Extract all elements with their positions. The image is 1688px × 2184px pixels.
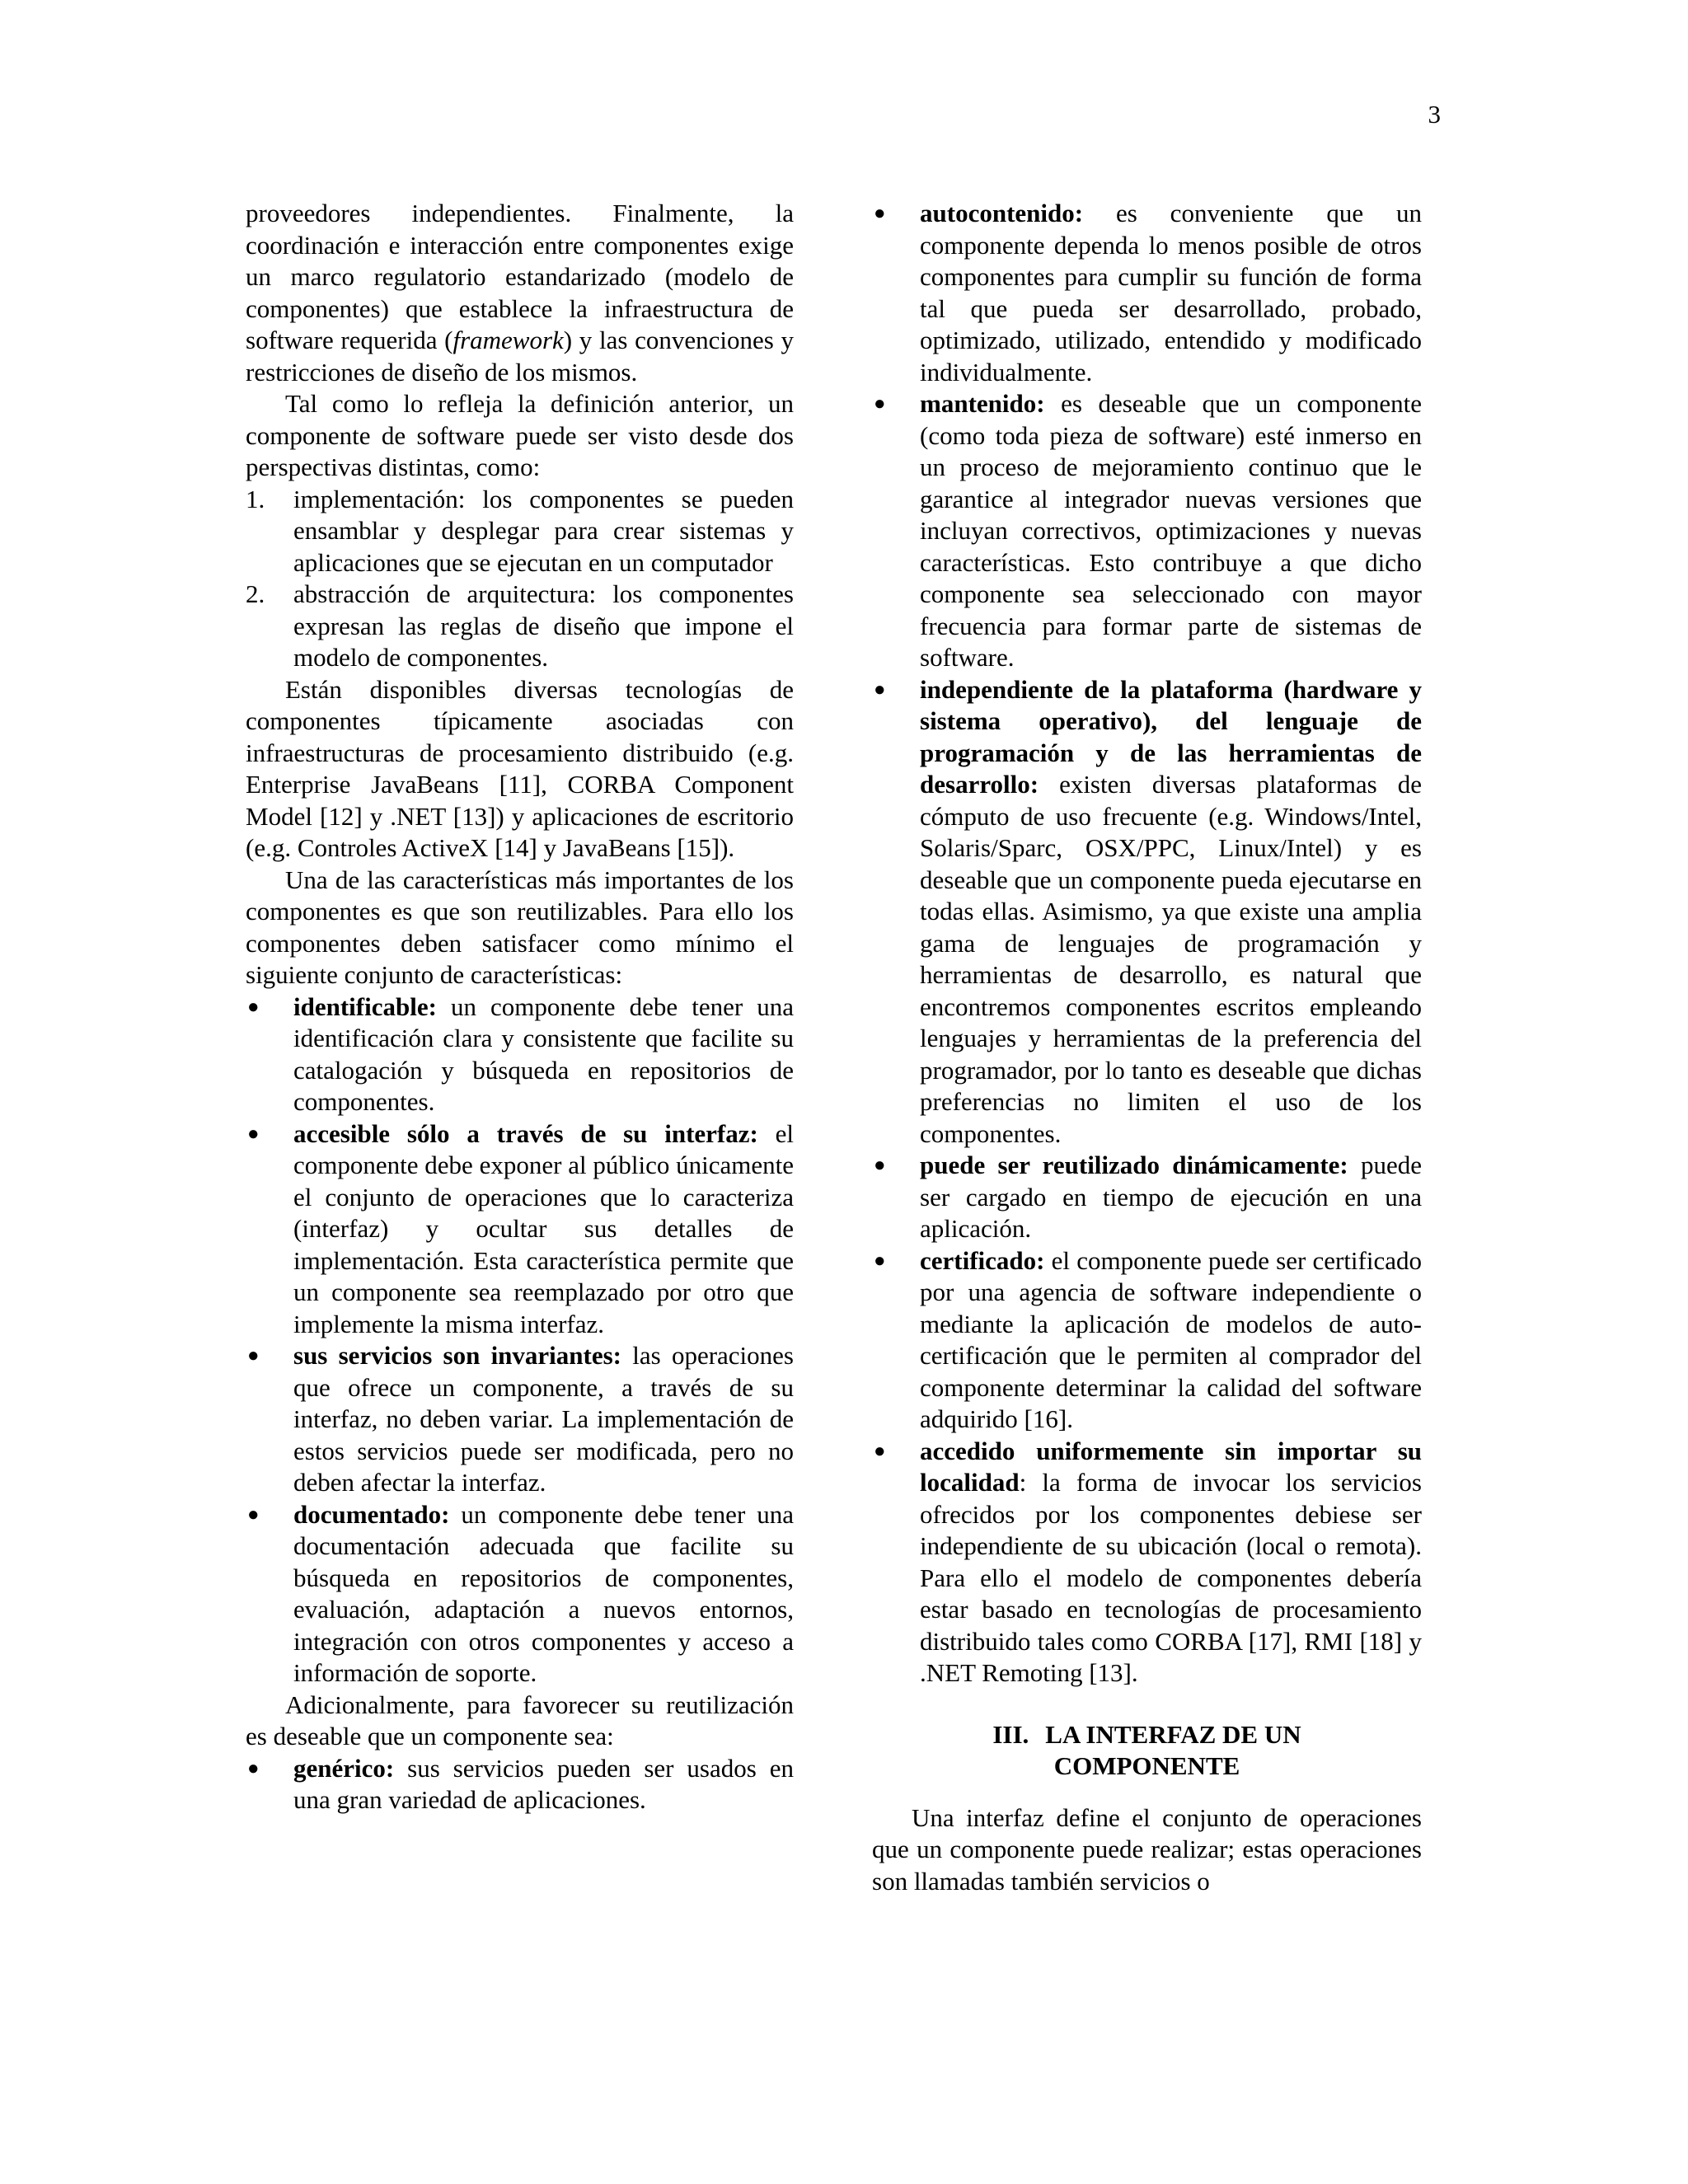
- bullet-icon: ●: [247, 1122, 260, 1145]
- list-item: 2. abstracción de arquitectura: los componentes expresan las reglas de diseño que impone el modelo de componentes.: [246, 579, 794, 672]
- list-item: ● mantenido: es deseable que un componente (como toda pieza de software) esté inmerso en un proceso de mejoramiento continuo que le garantice al integrador nuevas versiones que incluyan correctivos, optimizaciones y nuevas características. Esto contribuye a que dicho componente sea seleccionado con mayor frecuencia para formar parte de sistemas de software.: [874, 389, 1422, 672]
- page-number: 3: [1428, 100, 1441, 129]
- paragraph: Una interfaz define el conjunto de operaciones que un componente puede realizar; estas operaciones son llamadas también servicios o: [872, 1802, 1422, 1896]
- bullet-icon: ●: [874, 393, 886, 415]
- bullet-icon: ●: [874, 1155, 886, 1176]
- paragraph: Una de las características más importantes de los componentes es que son reutilizables. Para ello los componentes deben satisfacer como mínimo el siguiente conjunto de características:: [246, 865, 794, 989]
- bullet-icon: ●: [874, 203, 886, 224]
- bullet-icon: ●: [247, 1757, 260, 1779]
- section-number: III.: [992, 1719, 1029, 1749]
- bullet-icon: ●: [247, 1503, 260, 1526]
- list-number: 2.: [246, 579, 265, 608]
- bullet-icon: ●: [247, 996, 260, 1018]
- bullet-icon: ●: [874, 1249, 886, 1272]
- list-item: ● certificado: el componente puede ser certificado por una agencia de software independiente o mediante la aplicación de modelos de auto-certificación que le permiten al comprador del componente determinar la calidad del software adquirido [16].: [874, 1245, 1422, 1433]
- list-item: ● genérico: sus servicios pueden ser usados en una gran variedad de aplicaciones.: [247, 1753, 794, 1814]
- list-number: 1.: [246, 484, 265, 513]
- section-title-line1: LA INTERFAZ DE UN: [1045, 1719, 1301, 1749]
- bullet-list: [872, 198, 1422, 1690]
- list-item: ● sus servicios son invariantes: las operaciones que ofrece un componente, a través de su interfaz, no deben variar. La implementación de estos servicios puede ser modificada, pero no deben afectar la interfaz.: [247, 1341, 794, 1497]
- bullet-icon: ●: [247, 1345, 260, 1366]
- paragraph: Adicionalmente, para favorecer su reutilización es deseable que un componente sea:: [246, 1690, 794, 1750]
- list-item: ● accesible sólo a través de su interfaz: el componente debe exponer al público únicamente el conjunto de operaciones que lo caracteriza (interfaz) y ocultar sus detalles de implementación. Esta característica permite que un componente sea reemplazado por otro que implemente la misma interfaz.: [247, 1118, 794, 1338]
- paragraph: Están disponibles diversas tecnologías de componentes típicamente asociadas con infraestructuras de procesamiento distribuido (e.g. Enterprise JavaBeans [11], CORBA Component Model [12] y .NET [13]) y aplicaciones de escritorio (e.g. Controles ActiveX [14] y JavaBeans [15]).: [246, 674, 794, 862]
- section-heading: [872, 1719, 1422, 1783]
- paragraph: proveedores independientes. Finalmente, la coordinación e interacción entre componentes exige un marco regulatorio estandarizado (modelo de componentes) que establece la infraestructura de software requerida (framework) y las convenciones y restricciones de diseño de los mismos.: [246, 199, 794, 387]
- list-item: ● documentado: un componente debe tener una documentación adecuada que facilite su búsqueda en repositorios de componentes, evaluación, adaptación a nuevos entornos, integración con otros componentes y acceso a información de soporte.: [247, 1499, 794, 1687]
- numbered-list: [246, 484, 794, 674]
- bullet-list: [246, 991, 794, 1690]
- right-column: [872, 198, 1422, 1897]
- bullet-list: [246, 1753, 794, 1816]
- paragraph: Tal como lo refleja la definición anterior, un componente de software puede ser visto desde dos perspectivas distintas, como:: [246, 389, 794, 481]
- list-item: ● puede ser reutilizado dinámicamente: puede ser cargado en tiempo de ejecución en una aplicación.: [874, 1151, 1422, 1243]
- list-item: ● independiente de la plataforma (hardware y sistema operativo), del lenguaje de programación y de las herramientas de desarrollo: existen diversas plataformas de cómputo de uso frecuente (e.g. Windows/Intel, Solaris/Sparc, OSX/PPC, Linux/Intel) y es deseable que un componente pueda ejecutarse en todas ellas. Asimismo, ya que existe una amplia gama de lenguajes de programación y herramientas de desarrollo, es natural que encontremos componentes escritos empleando lenguajes y herramientas de la preferencia del programador, por lo tanto es deseable que dichas preferencias no limiten el uso de los componentes.: [874, 674, 1422, 1148]
- list-item: ● identificable: un componente debe tener una identificación clara y consistente que facilite su catalogación y búsqueda en repositorios de componentes.: [247, 991, 794, 1116]
- emphasis-framework: framework: [452, 326, 564, 354]
- bullet-icon: ●: [874, 678, 886, 701]
- list-item: 1. implementación: los componentes se pueden ensamblar y desplegar para crear sistemas y aplicaciones que se ejecutan en un computador: [246, 484, 794, 577]
- list-item: ● accedido uniformemente sin importar su localidad: la forma de invocar los servicios ofrecidos por los componentes debiese ser independiente de su ubicación (local o remota). Para ello el modelo de componentes debería estar basado en tecnologías de procesamiento distribuido tales como CORBA [17], RMI [18] y .NET Remoting [13].: [874, 1436, 1422, 1687]
- left-column: [246, 198, 794, 1816]
- section-title-line2: COMPONENTE: [1053, 1751, 1240, 1780]
- bullet-icon: ●: [874, 1440, 886, 1462]
- list-item: ● autocontenido: es conveniente que un componente dependa lo menos posible de otros componentes para cumplir su función de forma tal que pueda ser desarrollado, probado, optimizado, utilizado, entendido y modificado individualmente.: [874, 199, 1422, 387]
